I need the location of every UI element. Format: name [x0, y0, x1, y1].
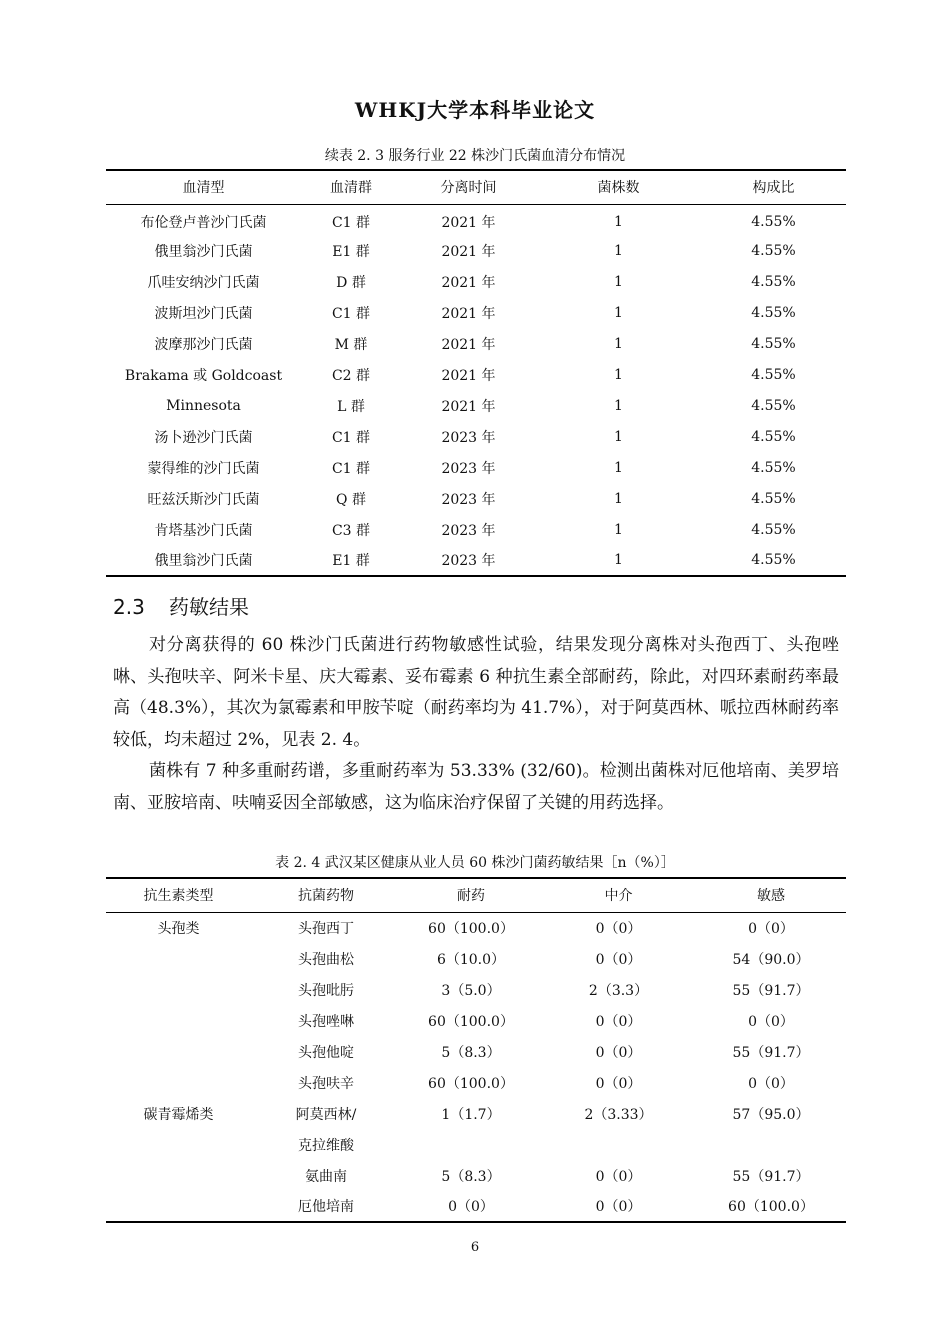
- table-cell: 0（0）: [448, 1199, 494, 1215]
- table-cell: 氨曲南: [305, 1168, 347, 1185]
- table-row: [106, 452, 846, 483]
- table-row: [106, 328, 846, 359]
- table-row: [106, 943, 846, 974]
- table-cell: 55（91.7）: [732, 1044, 810, 1061]
- table-cell: 4.55%: [751, 552, 796, 568]
- column-header: 分离时间: [401, 170, 536, 204]
- table-cell: C2 群: [331, 367, 371, 384]
- table-cell: [106, 1005, 251, 1036]
- table-cell: 0（0）: [595, 920, 642, 937]
- table-cell: 1: [614, 335, 623, 352]
- table-cell: 2023 年: [441, 553, 496, 569]
- table-cell: 头孢吡肟: [298, 982, 354, 999]
- table-cell: 2021 年: [441, 214, 496, 231]
- table-cell: [401, 1129, 541, 1160]
- table-cell: 蒙得维的沙门氏菌: [147, 460, 260, 477]
- table-cell: 2021 年: [441, 243, 496, 260]
- table-cell: 1: [614, 397, 623, 414]
- table-cell: 4.55%: [751, 273, 796, 290]
- table-cell: 2023 年: [441, 429, 496, 446]
- table-header-row: [106, 878, 846, 912]
- table-cell: C1 群: [331, 429, 371, 446]
- table-row: [106, 1005, 846, 1036]
- table-cell: 2021 年: [441, 336, 496, 353]
- table-cell: 1: [614, 242, 623, 259]
- table-cell: 头孢类: [157, 920, 200, 937]
- table-cell: 1（1.7）: [441, 1106, 501, 1123]
- table-cell: 4.55%: [751, 213, 796, 230]
- table-cell: 旺兹沃斯沙门氏菌: [147, 491, 260, 508]
- table-cell: 2021 年: [441, 367, 496, 384]
- table-cell: 2023 年: [441, 522, 496, 539]
- table-cell: 0（0）: [595, 951, 642, 968]
- table-cell: [106, 1160, 251, 1191]
- table-cell: 俄里翁沙门氏菌: [154, 243, 253, 260]
- table-cell: L 群: [337, 398, 365, 415]
- table-cell: 0（0）: [748, 1013, 794, 1030]
- table-row: [106, 483, 846, 514]
- table-cell: 6（10.0）: [436, 951, 506, 968]
- column-header: 抗菌药物: [251, 878, 401, 912]
- table-cell: Brakama 或 Goldcoast: [124, 367, 283, 384]
- table-cell: 2023 年: [441, 491, 496, 508]
- table-cell: 4.55%: [751, 366, 796, 383]
- table-cell: C1 群: [331, 214, 371, 231]
- table-cell: C1 群: [331, 460, 371, 477]
- table-cell: 头孢西丁: [298, 920, 354, 937]
- table-row: [106, 1098, 846, 1129]
- table-cell: 4.55%: [751, 459, 796, 476]
- table-cell: 55（91.7）: [732, 1168, 810, 1185]
- table-cell: 1: [614, 552, 623, 568]
- table2-caption: 表 2. 4 武汉某区健康从业人员 60 株沙门菌药敏结果［n（%）］: [275, 855, 675, 871]
- table-row: [106, 235, 846, 266]
- table-cell: 厄他培南: [298, 1199, 354, 1215]
- table-cell: 1: [614, 490, 623, 507]
- table-cell: [106, 1067, 251, 1098]
- table-row: [106, 545, 846, 576]
- table-cell: 2021 年: [441, 274, 496, 291]
- table-cell: 4.55%: [751, 490, 796, 507]
- table-cell: 60（100.0）: [428, 1013, 514, 1030]
- column-header: 抗生素类型: [106, 878, 251, 912]
- table-cell: 1: [614, 428, 623, 445]
- table-row: [106, 1067, 846, 1098]
- table-cell: [106, 1191, 251, 1222]
- table-row: [106, 204, 846, 235]
- table-cell: C1 群: [331, 305, 371, 322]
- section-heading: [113, 591, 249, 620]
- table-cell: 头孢曲松: [298, 951, 354, 968]
- page-number: 6: [470, 1240, 480, 1255]
- table-cell: 0（0）: [595, 1168, 642, 1185]
- section-number: 2.3: [113, 595, 145, 619]
- table-cell: 布伦登卢普沙门氏菌: [140, 214, 267, 231]
- table-cell: 60（100.0）: [728, 1199, 814, 1215]
- table-cell: E1 群: [332, 243, 370, 260]
- table-cell: 4.55%: [751, 242, 796, 259]
- table-cell: 肯塔基沙门氏菌: [154, 522, 253, 539]
- table-row: [106, 974, 846, 1005]
- table-cell: 1: [614, 366, 623, 383]
- table-cell: 57（95.0）: [732, 1106, 810, 1123]
- table-cell: 头孢呋辛: [298, 1075, 354, 1092]
- susceptibility-table: [106, 877, 846, 1223]
- table-cell: 0（0）: [748, 920, 794, 937]
- table-cell: 头孢他啶: [298, 1044, 354, 1061]
- table-cell: 60（100.0）: [428, 920, 514, 937]
- table-row: [106, 266, 846, 297]
- table-row: [106, 1129, 846, 1160]
- table-row: [106, 390, 846, 421]
- table-cell: 0（0）: [595, 1075, 642, 1092]
- table-row: [106, 1160, 846, 1191]
- table-cell: 克拉维酸: [298, 1137, 354, 1154]
- serotype-table: [106, 169, 846, 577]
- table-cell: M 群: [334, 336, 368, 353]
- column-header: 菌株数: [536, 170, 701, 204]
- table-cell: 4.55%: [751, 428, 796, 445]
- table-cell: 4.55%: [751, 304, 796, 321]
- table-cell: 碳青霉烯类: [143, 1106, 214, 1123]
- table-row: [106, 1191, 846, 1222]
- table-cell: E1 群: [332, 553, 370, 569]
- column-header: 血清型: [106, 170, 301, 204]
- table-row: [106, 514, 846, 545]
- table-cell: 1: [614, 459, 623, 476]
- table-cell: 0（0）: [595, 1044, 642, 1061]
- section-title: 药敏结果: [169, 595, 249, 619]
- table-cell: 1: [614, 213, 623, 230]
- table-cell: Minnesota: [166, 397, 241, 414]
- table1-caption: 续表 2. 3 服务行业 22 株沙门氏菌血清分布情况: [324, 148, 626, 164]
- table-header-row: [106, 170, 846, 204]
- body-paragraph: 菌株有 7 种多重耐药谱，多重耐药率为 53.33% (32/60)。检测出菌株对厄他培南、美罗培南、亚胺培南、呋喃妥因全部敏感，这为临床治疗保留了关键的用药选择。: [113, 761, 839, 813]
- table-cell: D 群: [336, 274, 366, 291]
- table-cell: 5（8.3）: [441, 1168, 501, 1185]
- table-cell: 1: [614, 273, 623, 290]
- body-paragraph: 对分离获得的 60 株沙门氏菌进行药物敏感性试验，结果发现分离株对头孢西丁、头孢唑啉、头孢呋辛、阿米卡星、庆大霉素、妥布霉素 6 种抗生素全部耐药，除此，对四环素耐药率最高（48.3%），其次为氯霉素和甲胺苄啶（耐药率均为 41.7%），对于阿莫西林、哌拉西林耐药率较低，均未超过 2%，见表 2. 4。: [113, 635, 839, 750]
- table-cell: [106, 943, 251, 974]
- table-cell: 俄里翁沙门氏菌: [154, 553, 253, 569]
- table-cell: 4.55%: [751, 335, 796, 352]
- table-row: [106, 1036, 846, 1067]
- table-cell: 0（0）: [748, 1075, 794, 1092]
- table-cell: [541, 1129, 696, 1160]
- column-header: 敏感: [696, 878, 846, 912]
- table-row: [106, 297, 846, 328]
- table-cell: 4.55%: [751, 397, 796, 414]
- table-cell: 55（91.7）: [732, 982, 810, 999]
- table-cell: 头孢唑啉: [298, 1013, 354, 1030]
- table-cell: [696, 1129, 846, 1160]
- table-cell: 3（5.0）: [441, 982, 501, 999]
- column-header: 构成比: [701, 170, 846, 204]
- table-cell: 5（8.3）: [441, 1044, 501, 1061]
- table-cell: 波斯坦沙门氏菌: [154, 305, 253, 322]
- column-header: 耐药: [401, 878, 541, 912]
- table-cell: 2021 年: [441, 305, 496, 322]
- table-cell: 4.55%: [751, 521, 796, 538]
- table-cell: 1: [614, 304, 623, 321]
- table-cell: 0（0）: [595, 1199, 642, 1215]
- table-cell: 阿莫西林/: [295, 1106, 357, 1123]
- table-cell: [106, 1129, 251, 1160]
- table-cell: [106, 1036, 251, 1067]
- table-cell: 2021 年: [441, 398, 496, 415]
- table-row: [106, 359, 846, 390]
- table-cell: C3 群: [331, 522, 371, 539]
- table-cell: 波摩那沙门氏菌: [154, 336, 253, 353]
- column-header: 血清群: [301, 170, 401, 204]
- table-cell: Q 群: [336, 491, 366, 508]
- table-row: [106, 421, 846, 452]
- table-cell: 0（0）: [595, 1013, 642, 1030]
- page-header: WHKJ大学本科毕业论文: [354, 98, 596, 122]
- table-cell: 54（90.0）: [732, 951, 810, 968]
- table-cell: [106, 974, 251, 1005]
- table-cell: 60（100.0）: [428, 1075, 514, 1092]
- table-cell: 2（3.33）: [584, 1106, 653, 1123]
- table-cell: 1: [614, 521, 623, 538]
- table-cell: 汤卜逊沙门氏菌: [154, 429, 253, 446]
- table-cell: 2023 年: [441, 460, 496, 477]
- table-row: [106, 912, 846, 943]
- table-cell: 2（3.3）: [588, 982, 649, 999]
- column-header: 中介: [541, 878, 696, 912]
- table-cell: 爪哇安纳沙门氏菌: [147, 274, 260, 291]
